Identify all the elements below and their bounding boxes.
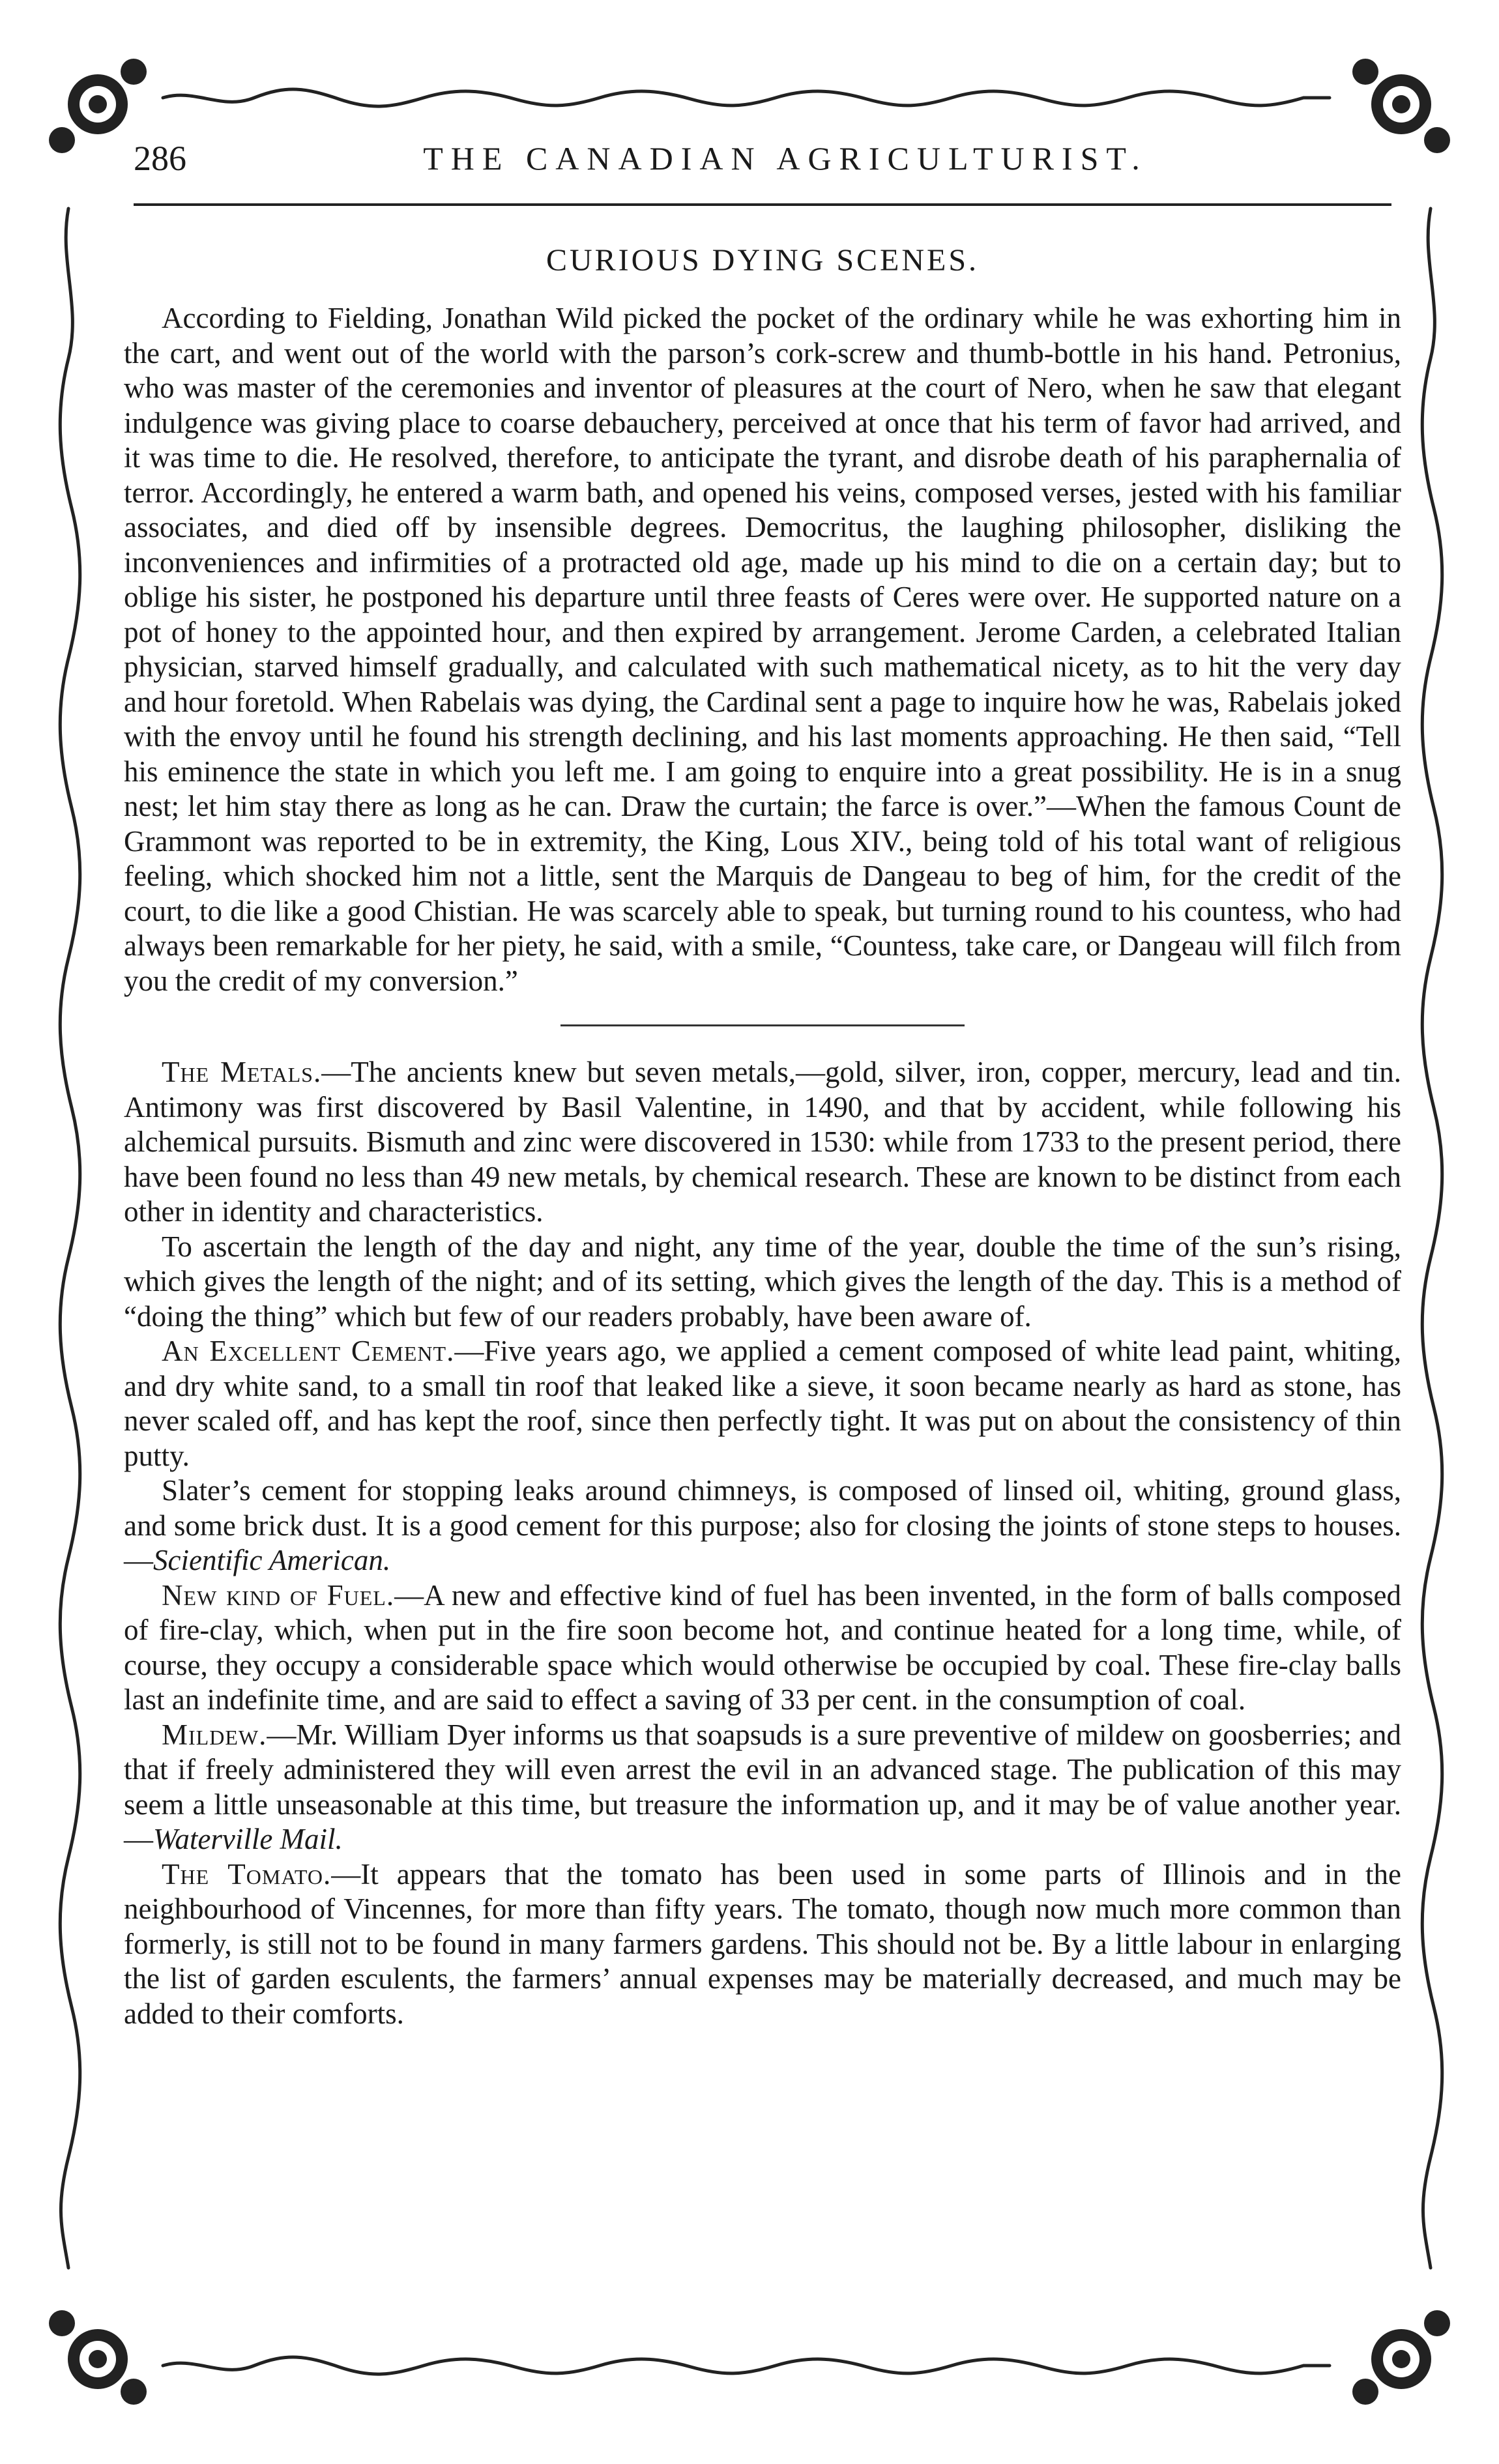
article-title: CURIOUS DYING SCENES. xyxy=(546,243,980,278)
item-heading: New kind of Fuel. xyxy=(162,1578,395,1612)
running-title: THE CANADIAN AGRICULTURIST. xyxy=(423,140,1148,177)
item-cement xyxy=(124,1334,1401,1473)
item-text: Slater’s cement for stopping leaks around chimneys, is composed of linsed oil, whiting, ground glass, and some brick dust. It is a good cement for this purpose; also for closing the joints of stone steps to houses.— xyxy=(124,1474,1401,1576)
item-source: Scientific American. xyxy=(153,1544,391,1576)
item-tomato xyxy=(124,1857,1401,2032)
page-number: 286 xyxy=(134,139,186,178)
item-text: —The ancients knew but seven metals,—gold, silver, iron, copper, mercury, lead and tin. Antimony was first discovered by Basil Valentine, in 1490, and that by accident, while following his alchemical pursuits. Bismuth and zinc were discovered in 1530: while from 1733 to the present period, there have been found no less than 49 new metals, by chemical research. These are known to be distinct from each other in identity and characteristics. xyxy=(124,1056,1402,1228)
section-divider xyxy=(560,1024,965,1026)
page-content xyxy=(124,241,1401,2031)
item-slaters-cement xyxy=(124,1473,1401,1578)
item-heading: Mildew. xyxy=(162,1718,267,1751)
item-text: To ascertain the length of the day and night, any time of the year, double the time of the sun’s rising, which gives the length of the night; and of its setting, which gives the length of the day. This is a method of “doing the thing” which but few of our readers probably, have been aware of. xyxy=(124,1230,1401,1333)
item-source: Waterville Mail. xyxy=(153,1823,343,1855)
item-text: —Mr. William Dyer informs us that soapsuds is a sure preventive of mildew on goosberries; and that if freely administered they will even arrest the evil in an advanced stage. The publication of this may seem a little unseasonable at this time, but treasure the information up, and it may be of value another year.— xyxy=(124,1718,1401,1855)
item-text: —Five years ago, we applied a cement composed of white lead paint, whiting, and dry white sand, to a small tin roof that leaked like a sieve, it soon became nearly as hard as stone, has never scaled off, and has kept the roof, since then perfectly tight. It was put on about the consistency of thin putty. xyxy=(124,1335,1402,1472)
item-text: —It appears that the tomato has been used in some parts of Illinois and in the neighbourhood of Vincennes, for more than fifty years. The tomato, though now much more common than formerly, is still not to be found in many farmers gardens. This should not be. By a little labour in enlarging the list of garden esculents, the farmers’ annual expenses may be materially decreased, and much may be added to their comforts. xyxy=(124,1857,1401,2030)
item-heading: An Excellent Cement. xyxy=(162,1335,455,1367)
item-day-length xyxy=(124,1230,1401,1335)
item-metals xyxy=(124,1055,1401,1230)
item-heading: The Tomato. xyxy=(162,1857,332,1891)
article-body: According to Fielding, Jonathan Wild picked the pocket of the ordinary while he was exhorting him in the cart, and went out of the world with the parson’s cork-screw and thumb-bottle in his hand. Petronius, who was master of the ceremonies and inventor of pleasures at the court of Nero, when he saw that elegant indulgence was giving place to coarse debauchery, perceived at once that his term of favor had arrived, and it was time to die. He resolved, therefore, to anticipate the tyrant, and disrobe death of his paraphernalia of terror. Accordingly, he entered a warm bath, and opened his veins, composed verses, jested with his familiar associates, and died off by insensible degrees. Democritus, the laughing philosopher, disliking the inconveniences and infirmities of a protracted old age, made up his mind to die on a certain day; but to oblige his sister, he postponed his departure until three feasts of Ceres were over. He supported nature on a pot of honey to the appointed hour, and then expired by arrangement. Jerome Carden, a celebrated Italian physician, starved himself gradually, and calculated with such mathematical nicety, as to hit the very day and hour foretold. When Rabelais was dying, the Cardinal sent a page to inquire how he was, Rabelais joked with the envoy until he found his strength declining, and his last moments approaching. He then said, “Tell his eminence the state in which you left me. I am going to enquire into a great possibility. He is in a snug nest; let him stay there as long as he can. Draw the curtain; the farce is over.”—When the famous Count de Grammont was reported to be in extremity, the King, Lous XIV., being told of his total want of religious feeling, which shocked him not a little, sent the Marquis de Dangeau to beg of him, for the credit of the court, to die like a good Chistian. He was scarcely able to speak, but turning round to his countess, who had always been remarkable for her piety, he said, with a smile, “Countess, take care, or Dangeau will filch from you the credit of my conversion.” xyxy=(124,302,1401,997)
page-header xyxy=(134,136,1385,181)
item-mildew xyxy=(124,1718,1401,1857)
item-text: —A new and effective kind of fuel has been invented, in the form of balls composed of fire-clay, which, when put in the fire soon become hot, and continue heated for a long time, while, of course, they occupy a considerable space which would otherwise be occupied by coal. These fire-clay balls last an indefinite time, and are said to effect a saving of 33 per cent. in the consumption of coal. xyxy=(124,1578,1402,1716)
item-fuel xyxy=(124,1578,1401,1718)
header-rule xyxy=(134,203,1391,206)
item-heading: The Metals. xyxy=(162,1056,322,1088)
